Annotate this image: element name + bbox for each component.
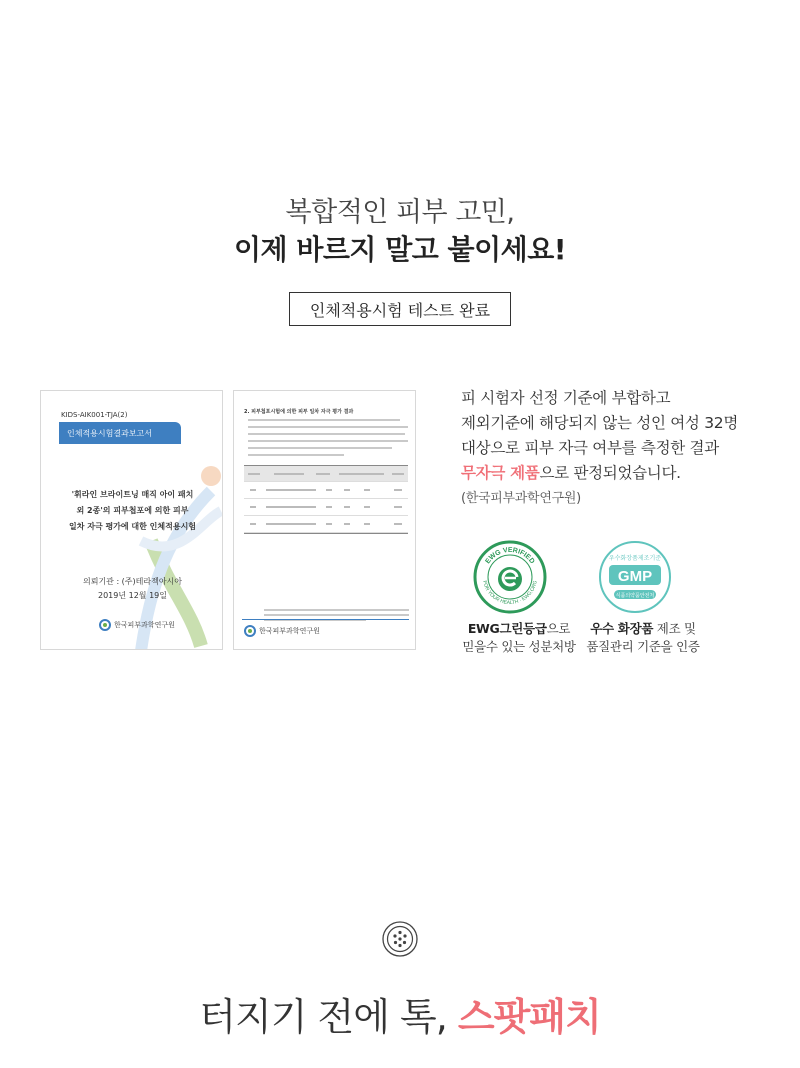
gmp-caption-rest: 제조 및 <box>653 621 696 636</box>
headline-line1: 복합적인 피부 고민, <box>285 197 515 228</box>
gmp-icon-bottom-text: 식품의약품안전처 <box>615 593 655 599</box>
headline-line2: 이제 바르지 말고 붙이세요! <box>233 233 567 266</box>
description-line: 제외기준에 해당되지 않는 성인 여성 32명 <box>461 414 739 432</box>
results-footnote <box>264 609 409 624</box>
institute-name: 한국피부과학연구원 <box>259 627 320 635</box>
description-line: 피 시험자 선정 기준에 부합하고 <box>461 389 671 407</box>
report-title-line: '휘라인 브라이트닝 매직 아이 패치 <box>71 490 194 499</box>
report-client-block <box>41 575 223 603</box>
report-title-line: 일차 자극 평가에 대한 인체적용시험 <box>68 522 197 531</box>
ewg-icon-bottom-text: FOR YOUR HEALTH · EWG.ORG <box>481 580 539 607</box>
results-text-lines <box>248 419 408 461</box>
institute-emblem-icon <box>244 625 256 637</box>
test-description <box>461 386 791 511</box>
footer-title <box>0 986 800 1041</box>
gmp-caption <box>568 620 718 656</box>
footer-title-text: 터지기 전에 톡, <box>199 995 458 1039</box>
description-line-rest: 으로 판정되었습니다. <box>539 464 681 482</box>
result-highlight: 무자극 제품 <box>461 464 540 482</box>
description-source: (한국피부과학연구원) <box>461 491 581 506</box>
ewg-icon-top-text: EWG VERIFIED <box>484 546 536 566</box>
gmp-icon-main-text: GMP <box>617 568 653 585</box>
results-table <box>244 465 408 534</box>
test-complete-badge: 인체적용시험 테스트 완료 <box>289 292 511 326</box>
institute-logo <box>99 619 175 631</box>
spot-patch-icon <box>381 920 419 958</box>
gmp-caption-line2: 품질관리 기준을 인증 <box>586 639 700 654</box>
institute-emblem-icon <box>99 619 111 631</box>
results-heading: 2. 피부첩포시험에 의한 피부 일차 자극 평가 결과 <box>244 409 354 415</box>
institute-name: 한국피부과학연구원 <box>114 621 175 629</box>
results-divider <box>242 619 409 620</box>
gmp-certified-icon <box>598 540 672 614</box>
report-code: KIDS-AIK001-TJA(2) <box>61 411 128 419</box>
report-results-page-image <box>233 390 416 650</box>
description-line: 대상으로 피부 자극 여부를 측정한 결과 <box>461 439 719 457</box>
footer-title-highlight: 스팟패치 <box>457 995 601 1039</box>
report-title-line: 외 2종'의 피부첩포에 의한 피부 <box>76 506 189 515</box>
description-result-line <box>461 461 791 486</box>
report-client: 의뢰기관 : (주)테라젝아시아 <box>82 577 183 586</box>
ewg-caption-rest: 으로 <box>546 621 571 636</box>
institute-logo <box>244 625 320 637</box>
report-cover-image <box>40 390 223 650</box>
gmp-icon-top-text: 우수화장품제조기준 <box>608 555 662 562</box>
gmp-caption-bold: 우수 화장품 <box>590 621 654 636</box>
report-date: 2019년 12월 19일 <box>98 591 167 600</box>
ewg-caption-bold: EWG그린등급 <box>467 621 547 636</box>
ewg-verified-icon <box>473 540 547 614</box>
report-title <box>41 487 223 535</box>
ewg-caption-line2: 믿을수 있는 성분처방 <box>462 639 576 654</box>
report-ribbon: 인체적용시험결과보고서 <box>59 422 181 444</box>
